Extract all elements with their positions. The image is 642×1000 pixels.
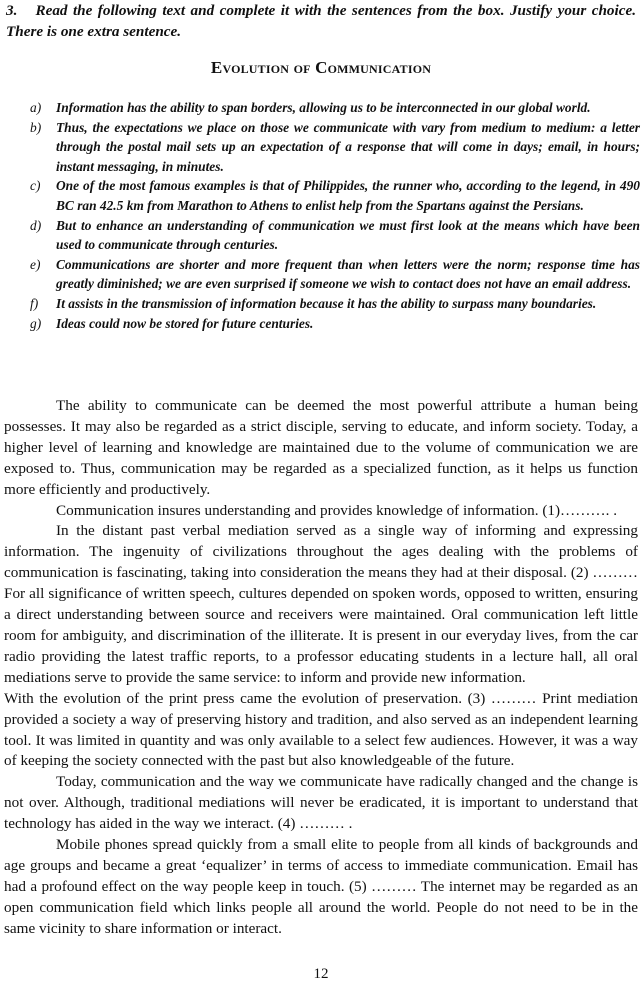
task-instruction: Read the following text and complete it with the sentences from the box. Justify your choice. There is one extra sentence. bbox=[6, 2, 637, 40]
option-g bbox=[30, 314, 640, 334]
option-letter: b) bbox=[30, 119, 42, 135]
option-f bbox=[30, 294, 640, 314]
option-letter: e) bbox=[30, 256, 41, 272]
option-text: Information has the ability to span borders, allowing us to be interconnected in our global world. bbox=[56, 100, 591, 115]
paragraph-4: With the evolution of the print press came the evolution of preservation. (3) ……… Print mediation provided a society a way of preserving history and tradition, and also served as an independent learning tool. It was limited in quantity and was only available to a select few audiences. However, it was a way of keeping the society connected with the past but also knowledgeable of the future. bbox=[4, 689, 638, 770]
option-text: Communications are shorter and more frequent than when letters were the norm; response time has greatly diminished; we are even surprised if someone we wish to contact does not have an email address. bbox=[56, 256, 640, 292]
page-number: 12 bbox=[313, 966, 329, 982]
text-title: Evolution of Communication bbox=[210, 58, 432, 77]
option-letter: d) bbox=[30, 217, 42, 233]
option-c bbox=[30, 176, 640, 215]
option-text: But to enhance an understanding of communication we must first look at the means which have been used to communicate through centuries. bbox=[56, 217, 640, 253]
option-letter: f) bbox=[30, 295, 39, 311]
option-text: Thus, the expectations we place on those we communicate with vary from medium to medium: a letter through the postal mail sets up an expectation of a response that will come in days; email, in hours; instant messaging, in minutes. bbox=[56, 119, 640, 174]
option-a bbox=[30, 98, 640, 118]
article-body bbox=[4, 396, 638, 940]
option-b bbox=[30, 118, 640, 177]
option-text: One of the most famous examples is that of Philippides, the runner who, according to the legend, in 490 BC ran 42.5 km from Marathon to Athens to enlist help from the Spartans against the Persians. bbox=[56, 178, 640, 213]
paragraph-5: Today, communication and the way we communicate have radically changed and the change is not over. Although, traditional mediations will never be eradicated, it is important to understand that technology has aided in the way we interact. (4) ……… . bbox=[4, 773, 638, 833]
option-d bbox=[30, 216, 640, 255]
option-e bbox=[30, 255, 640, 294]
option-letter: g) bbox=[30, 315, 42, 331]
task-instruction-block bbox=[6, 0, 636, 42]
option-letter: c) bbox=[30, 178, 41, 194]
paragraph-2: Communication insures understanding and provides knowledge of information. (1)………. . bbox=[56, 501, 617, 519]
option-text: Ideas could now be stored for future centuries. bbox=[56, 315, 314, 331]
paragraph-1: The ability to communicate can be deemed the most powerful attribute a human being possesses. It may also be regarded as a strict disciple, serving to educate, and inform society. Today, a higher level of learning and knowledge are maintained due to the volume of communication we are exposed to. Thus, communication may be regarded as a specialized function, as it helps us function more efficiently and productively. bbox=[4, 397, 638, 498]
option-text: It assists in the transmission of information because it has the ability to surpass many boundaries. bbox=[56, 295, 597, 311]
sentence-box bbox=[30, 98, 640, 333]
option-letter: a) bbox=[30, 100, 42, 115]
paragraph-3: In the distant past verbal mediation served as a single way of informing and expressing information. The ingenuity of civilizations throughout the ages dealing with the problems of communication is fascinating, taking into consideration the means they had at their disposal. (2) ……… For all significance of written speech, cultures depended on spoken words, opposed to written, ensuring a direct understanding between source and receivers were maintained. Oral communication left little room for ambiguity, and discrimination of the illiterate. It is present in our everyday lives, from the car radio providing the latest traffic reports, to a professor educating students in a lecture hall, all oral mediations serve to provide the same service: to inform and provide new information. bbox=[4, 522, 638, 686]
task-number: 3. bbox=[6, 2, 18, 19]
paragraph-6: Mobile phones spread quickly from a small elite to people from all kinds of backgrounds and age groups and became a great ‘equalizer’ in terms of access to immediate communication. Email has had a profound effect on the way people keep in touch. (5) ……… The internet may be regarded as an open communication field which links people all around the world. People do not need to be in the same vicinity to share information or interact. bbox=[4, 836, 638, 937]
